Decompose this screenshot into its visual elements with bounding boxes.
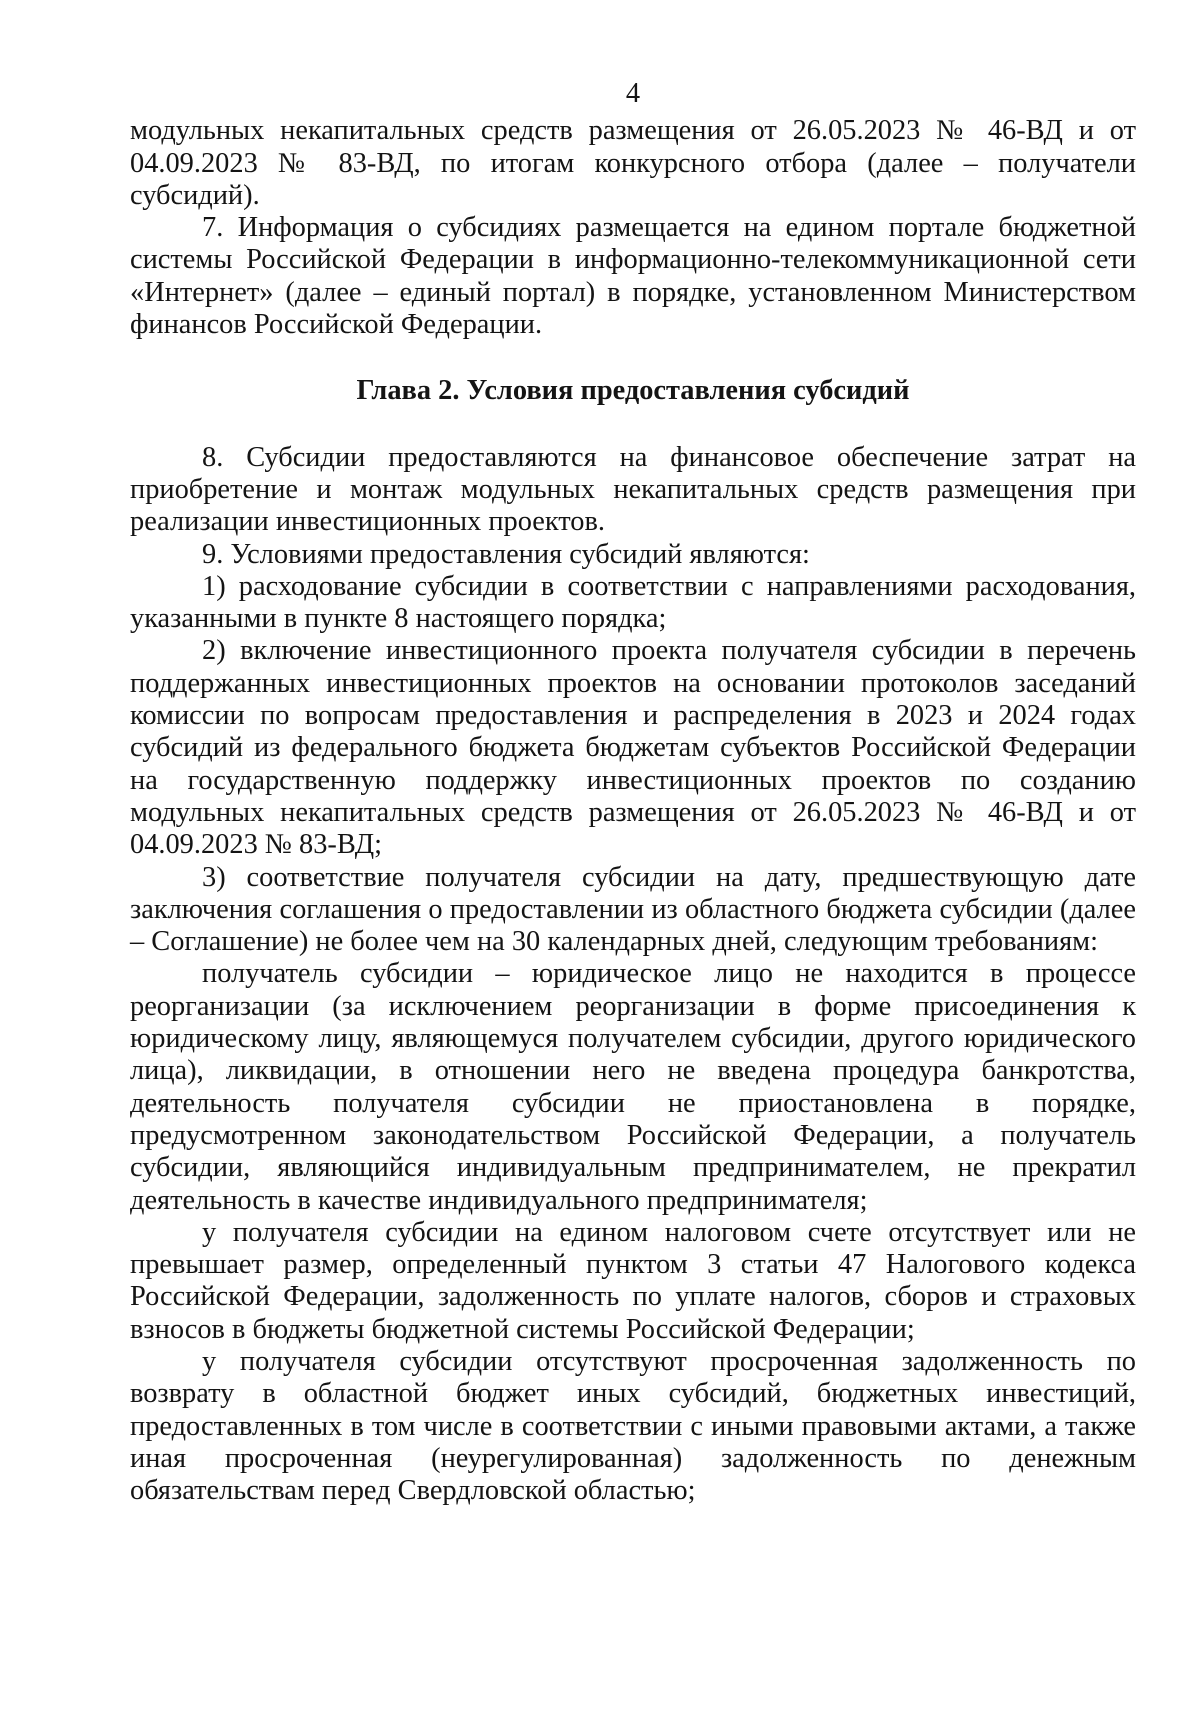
requirement-overdue-debt: у получателя субсидии отсутствуют просроченная задолженность по возврату в областной бюджет иных субсидий, бюджетных инвестиций, предоставленных в том числе в соответствии с иными правовыми актами, а также иная просроченная (неурегулированная) задолженность по денежным обязательствам перед Свердловской областью; xyxy=(130,1345,1136,1507)
paragraph-subitem-1: 1) расходование субсидии в соответствии с направлениями расходования, указанными в пункте 8 настоящего порядка; xyxy=(130,570,1136,635)
chapter-heading: Глава 2. Условия предоставления субсидий xyxy=(356,375,910,407)
paragraph-item-9: 9. Условиями предоставления субсидий являются: xyxy=(202,538,810,570)
paragraph-subitem-3: 3) соответствие получателя субсидии на дату, предшествующую дате заключения соглашения о предоставлении из областного бюджета субсидии (далее – Соглашение) не более чем на 30 календарных дней, следующим требованиям: xyxy=(130,861,1136,958)
paragraph-item-8: 8. Субсидии предоставляются на финансовое обеспечение затрат на приобретение и монтаж модульных некапитальных средств размещения при реализации инвестиционных проектов. xyxy=(130,441,1136,538)
page-number: 4 xyxy=(625,78,641,109)
paragraph-continuation: модульных некапитальных средств размещения от 26.05.2023 № 46-ВД и от 04.09.2023 № 83-ВД, по итогам конкурсного отбора (далее – получатели субсидий). xyxy=(130,115,1136,211)
paragraph-item-7: 7. Информация о субсидиях размещается на едином портале бюджетной системы Российской Федерации в информационно-телекоммуникационной сети «Интернет» (далее – единый портал) в порядке, установленном Министерством финансов Российской Федерации. xyxy=(130,212,1136,341)
paragraph-subitem-2: 2) включение инвестиционного проекта получателя субсидии в перечень поддержанных инвестиционных проектов на основании протоколов заседаний комиссии по вопросам предоставления и распределения в 2023 и 2024 годах субсидий из федерального бюджета бюджетам субъектов Российской Федерации на государственную поддержку инвестиционных проектов по созданию модульных некапитальных средств размещения от 26.05.2023 № 46-ВД и от 04.09.2023 № 83-ВД; xyxy=(130,635,1136,861)
requirement-reorganization: получатель субсидии – юридическое лицо не находится в процессе реорганизации (за исключением реорганизации в форме присоединения к юридическому лицу, являющемуся получателем субсидии, другого юридического лица), ликвидации, в отношении него не введена процедура банкротства, деятельность получателя субсидии не приостановлена в порядке, предусмотренном законодательством Российской Федерации, а получатель субсидии, являющийся индивидуальным предпринимателем, не прекратил деятельность в качестве индивидуального предпринимателя; xyxy=(130,958,1136,1216)
document-page xyxy=(130,78,1136,1507)
requirement-tax-debt: у получателя субсидии на едином налоговом счете отсутствует или не превышает размер, определенный пунктом 3 статьи 47 Налогового кодекса Российской Федерации, задолженность по уплате налогов, сборов и страховых взносов в бюджеты бюджетной системы Российской Федерации; xyxy=(130,1216,1136,1345)
